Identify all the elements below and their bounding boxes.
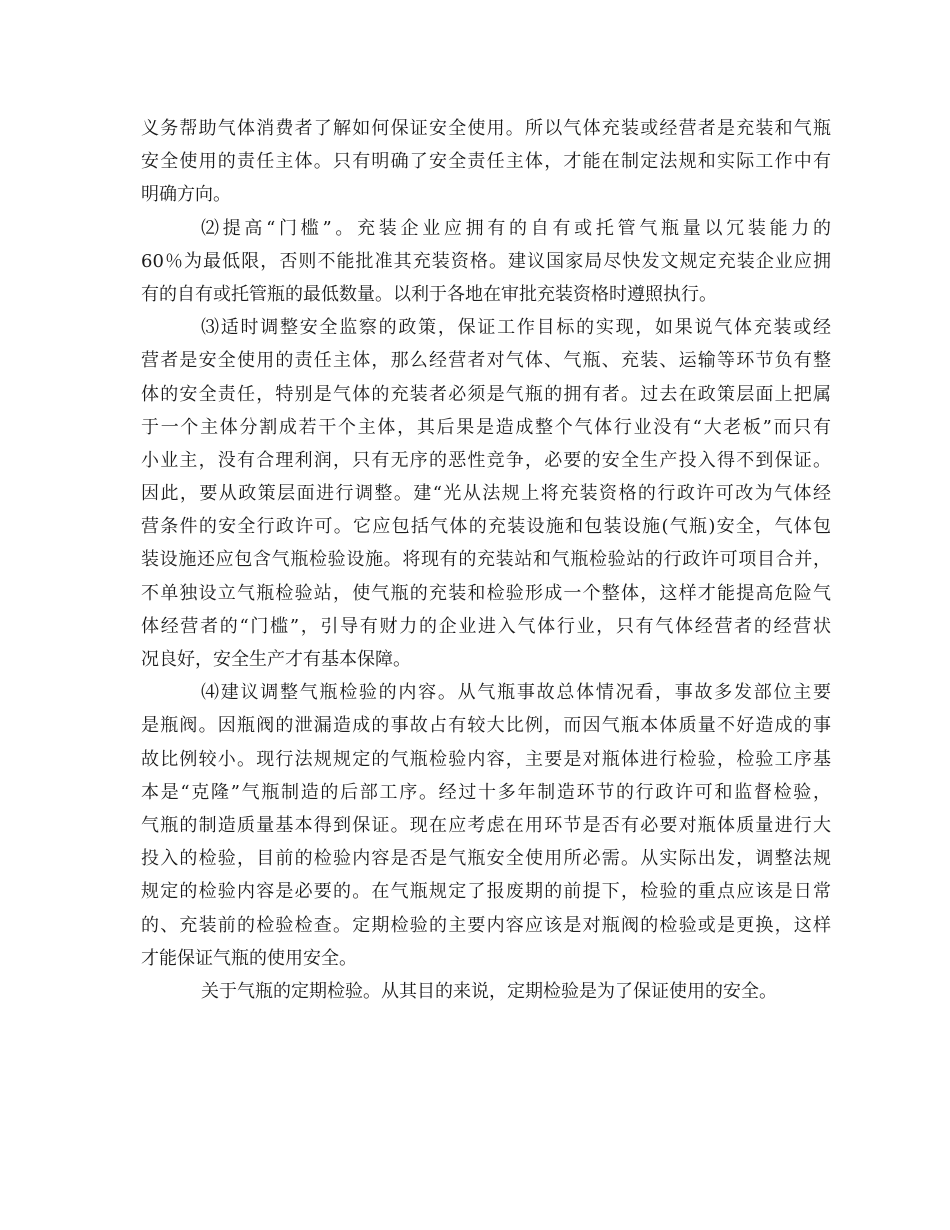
- paragraph-3-first-line: ⑶适时调整安全监察的政策，保证工作目标的实现，如果说气体充装或经: [201, 317, 831, 339]
- text-line: 60％为最低限，否则不能批准其充装资格。建议国家局尽快发文规定充装企业应拥: [141, 250, 831, 272]
- text-line: 投入的检验，目前的检验内容是否是气瓶安全使用所必需。从实际出发，调整法规: [141, 848, 831, 870]
- text-line: 才能保证气瓶的使用安全。: [141, 947, 357, 969]
- text-line: 明确方向。: [141, 184, 231, 206]
- text-line: 本是“克隆”气瓶制造的后部工序。经过十多年制造环节的行政许可和监督检验，: [141, 781, 831, 803]
- text-line: 况良好，安全生产才有基本保障。: [141, 649, 411, 670]
- text-line: 有的自有或托管瓶的最低数量。以利于各地在审批充装资格时遵照执行。: [141, 283, 717, 305]
- text-line: 体经营者的“门槛”，引导有财力的企业进入气体行业，只有气体经营者的经营状: [141, 615, 831, 637]
- text-line: 是瓶阀。因瓶阀的泄漏造成的事故占有较大比例，而因气瓶本体质量不好造成的事: [141, 715, 831, 737]
- text-line: 营者是安全使用的责任主体，那么经营者对气体、气瓶、充装、运输等环节负有整: [141, 350, 831, 372]
- paragraph-4-first-line: ⑷建议调整气瓶检验的内容。从气瓶事故总体情况看，事故多发部位主要: [201, 682, 831, 704]
- text-line: 因此，要从政策层面进行调整。建“光从法规上将充装资格的行政许可改为气体经: [141, 483, 831, 505]
- text-line: 小业主，没有合理利润，只有无序的恶性竞争，必要的安全生产投入得不到保证。: [141, 449, 831, 471]
- text-line: 规定的检验内容是必要的。在气瓶规定了报废期的前提下，检验的重点应该是日常: [141, 881, 831, 903]
- paragraph-5-first-line: 关于气瓶的定期检验。从其目的来说，定期检验是为了保证使用的安全。: [201, 980, 777, 1002]
- text-line: 装设施还应包含气瓶检验设施。将现有的充装站和气瓶检验站的行政许可项目合并，: [141, 549, 831, 571]
- text-line: 不单独设立气瓶检验站，使气瓶的充装和检验形成一个整体，这样才能提高危险气: [141, 582, 831, 604]
- paragraph-2-first-line: ⑵提高“门槛”。充装企业应拥有的自有或托管气瓶量以冗装能力的: [201, 217, 831, 239]
- text-line: 的、充装前的检验检查。定期检验的主要内容应该是对瓶阀的检验或是更换，这样: [141, 914, 831, 936]
- text-line: 营条件的安全行政许可。它应包括气体的充装设施和包装设施(气瓶)安全，气体包: [141, 516, 831, 538]
- text-line: 故比例较小。现行法规规定的气瓶检验内容，主要是对瓶体进行检验，检验工序基: [141, 748, 831, 770]
- text-line: 义务帮助气体消费者了解如何保证安全使用。所以气体充装或经营者是充装和气瓶: [141, 118, 831, 139]
- text-line: 安全使用的责任主体。只有明确了安全责任主体，才能在制定法规和实际工作中有: [141, 151, 831, 173]
- text-line: 于一个主体分割成若干个主体，其后果是造成整个气体行业没有“大老板”而只有: [141, 416, 831, 438]
- text-line: 体的安全责任，特别是气体的充装者必须是气瓶的拥有者。过去在政策层面上把属: [141, 383, 831, 405]
- text-line: 气瓶的制造质量基本得到保证。现在应考虑在用环节是否有必要对瓶体质量进行大: [141, 814, 831, 836]
- document-body: [141, 112, 831, 1008]
